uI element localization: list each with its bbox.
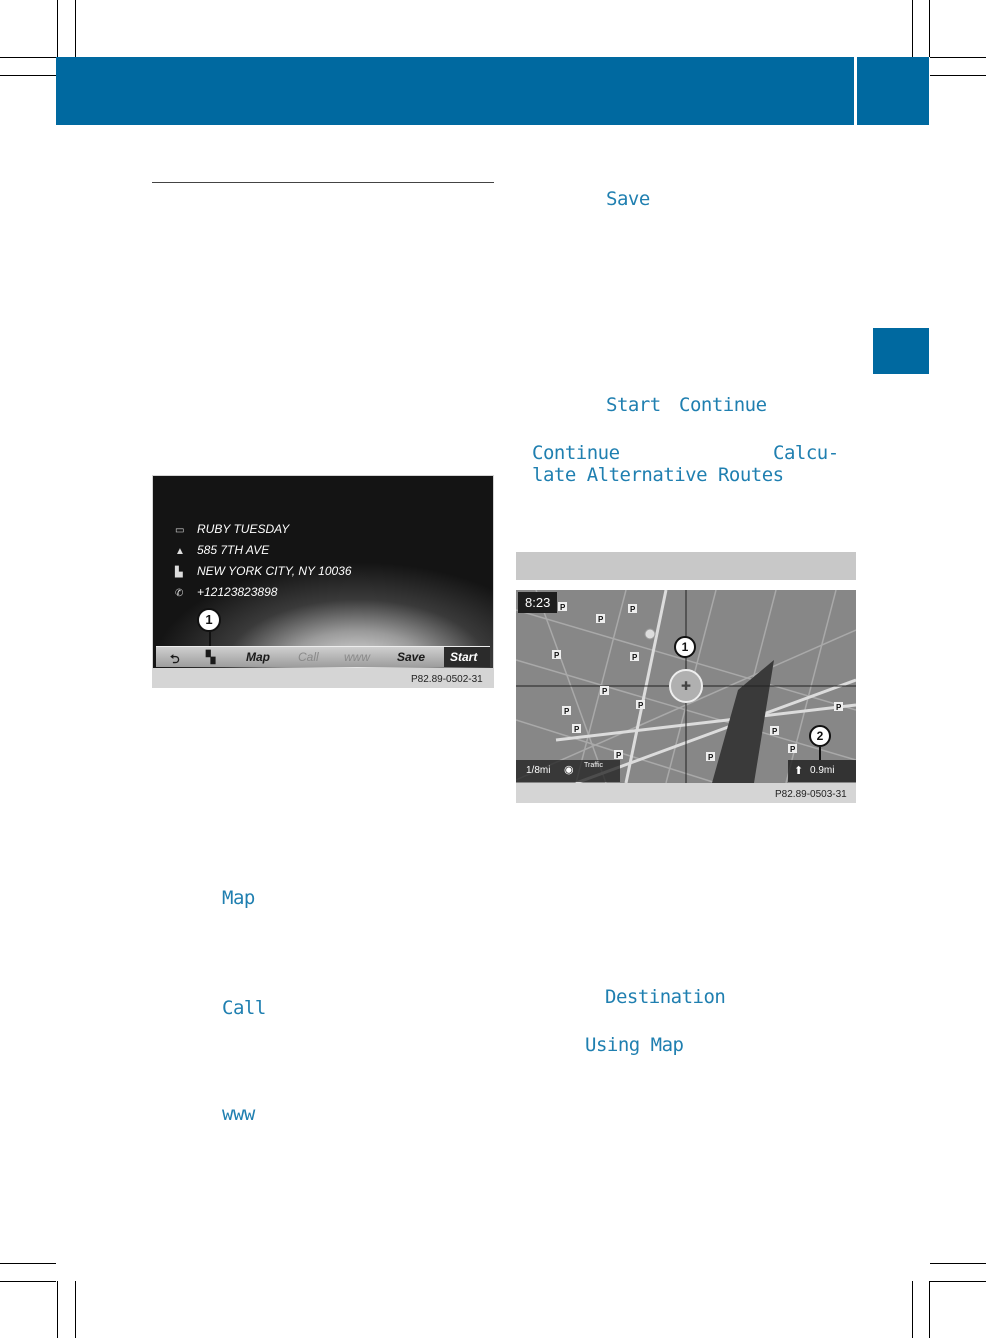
traffic-label: Traffic <box>584 762 604 769</box>
crop-mark <box>75 0 76 57</box>
street-icon: ▲ <box>175 546 185 557</box>
callout-line <box>819 747 821 760</box>
poi-menu-bar <box>156 646 490 667</box>
map-view <box>516 590 856 783</box>
crop-mark <box>0 57 56 58</box>
svg-text:P: P <box>574 725 580 734</box>
poi-icon: ▭ <box>175 525 185 536</box>
svg-text:P: P <box>630 605 636 614</box>
chapter-tab <box>873 328 929 374</box>
section-rule <box>152 182 494 183</box>
menu-www[interactable]: www <box>344 650 370 664</box>
svg-text:P: P <box>836 703 842 712</box>
poi-name-row <box>175 522 289 536</box>
poi-phone: +12123823898 <box>197 585 278 599</box>
map-screenshot <box>516 590 856 803</box>
crop-mark <box>912 1281 913 1338</box>
link-save[interactable]: Save <box>606 188 650 210</box>
link-using-map[interactable]: Using Map <box>585 1034 684 1056</box>
poi-detail-screen <box>153 476 493 668</box>
svg-text:P: P <box>632 653 638 662</box>
poi-name: RUBY TUESDAY <box>197 522 290 536</box>
figure-caption: P82.89-0502-31 <box>411 674 483 685</box>
distance-panel <box>788 760 856 782</box>
link-calculate-line2[interactable]: late Alternative Routes <box>532 464 784 486</box>
back-icon[interactable]: ⮌ <box>170 652 180 666</box>
map-scale[interactable]: 1/8mi <box>526 765 551 776</box>
link-continue[interactable]: Continue <box>679 394 767 416</box>
menu-call[interactable]: Call <box>298 650 319 664</box>
svg-text:P: P <box>602 687 608 696</box>
crop-mark <box>75 1281 76 1338</box>
svg-text:✚: ✚ <box>680 679 692 693</box>
crop-mark <box>930 1281 986 1282</box>
traffic-icon[interactable]: ◉ <box>564 764 574 776</box>
city-icon: ▙ <box>175 567 183 578</box>
clock-display: 8:23 <box>518 592 557 613</box>
header-divider <box>854 57 857 125</box>
map-streets <box>516 590 856 783</box>
link-calculate-line1[interactable]: Calcu‑ <box>773 442 839 464</box>
crop-mark <box>930 57 986 58</box>
svg-text:P: P <box>560 603 566 612</box>
poi-city: NEW YORK CITY, NY 10036 <box>197 564 352 578</box>
crop-mark <box>930 75 986 76</box>
svg-text:P: P <box>554 651 560 660</box>
callout-marker-1: 1 <box>674 636 696 658</box>
svg-text:P: P <box>598 615 604 624</box>
link-destination[interactable]: Destination <box>605 986 726 1008</box>
link-www[interactable]: www <box>222 1103 255 1125</box>
svg-text:P: P <box>790 745 796 754</box>
crop-mark <box>57 1281 58 1338</box>
poi-street-row <box>175 543 269 557</box>
direction-icon: ⬆ <box>794 765 804 777</box>
poi-options-icon[interactable]: ▚ <box>206 650 216 664</box>
menu-start-button[interactable] <box>444 647 490 667</box>
menu-start: Start <box>450 650 478 664</box>
poi-street: 585 7TH AVE <box>197 543 270 557</box>
crop-mark <box>912 0 913 57</box>
poi-city-row <box>175 564 352 578</box>
poi-detail-screenshot <box>152 475 494 688</box>
crop-mark <box>930 1263 986 1264</box>
phone-icon: ✆ <box>175 588 184 599</box>
figure-caption: P82.89-0503-31 <box>775 789 847 800</box>
map-scale-panel <box>516 760 620 782</box>
svg-text:P: P <box>638 701 644 710</box>
poi-phone-row <box>175 585 277 599</box>
svg-text:P: P <box>772 727 778 736</box>
link-continue-2[interactable]: Continue <box>532 442 620 464</box>
header-bar <box>56 57 929 125</box>
distance-to-destination: 0.9mi <box>810 765 835 776</box>
svg-text:P: P <box>564 707 570 716</box>
callout-marker-1: 1 <box>197 608 221 632</box>
crop-mark <box>0 75 56 76</box>
menu-save[interactable]: Save <box>397 650 426 664</box>
link-call[interactable]: Call <box>222 997 266 1019</box>
link-map[interactable]: Map <box>222 887 255 909</box>
crop-mark <box>57 0 58 57</box>
svg-text:P: P <box>708 753 714 762</box>
crop-mark <box>0 1263 56 1264</box>
svg-text:P: P <box>616 751 622 760</box>
callout-line <box>209 632 211 646</box>
crop-mark <box>929 0 930 57</box>
link-start[interactable]: Start <box>606 394 661 416</box>
figure-heading-band <box>516 552 856 580</box>
callout-marker-2: 2 <box>809 725 831 747</box>
menu-map[interactable]: Map <box>246 650 270 664</box>
crop-mark <box>0 1281 56 1282</box>
crop-mark <box>929 1281 930 1338</box>
